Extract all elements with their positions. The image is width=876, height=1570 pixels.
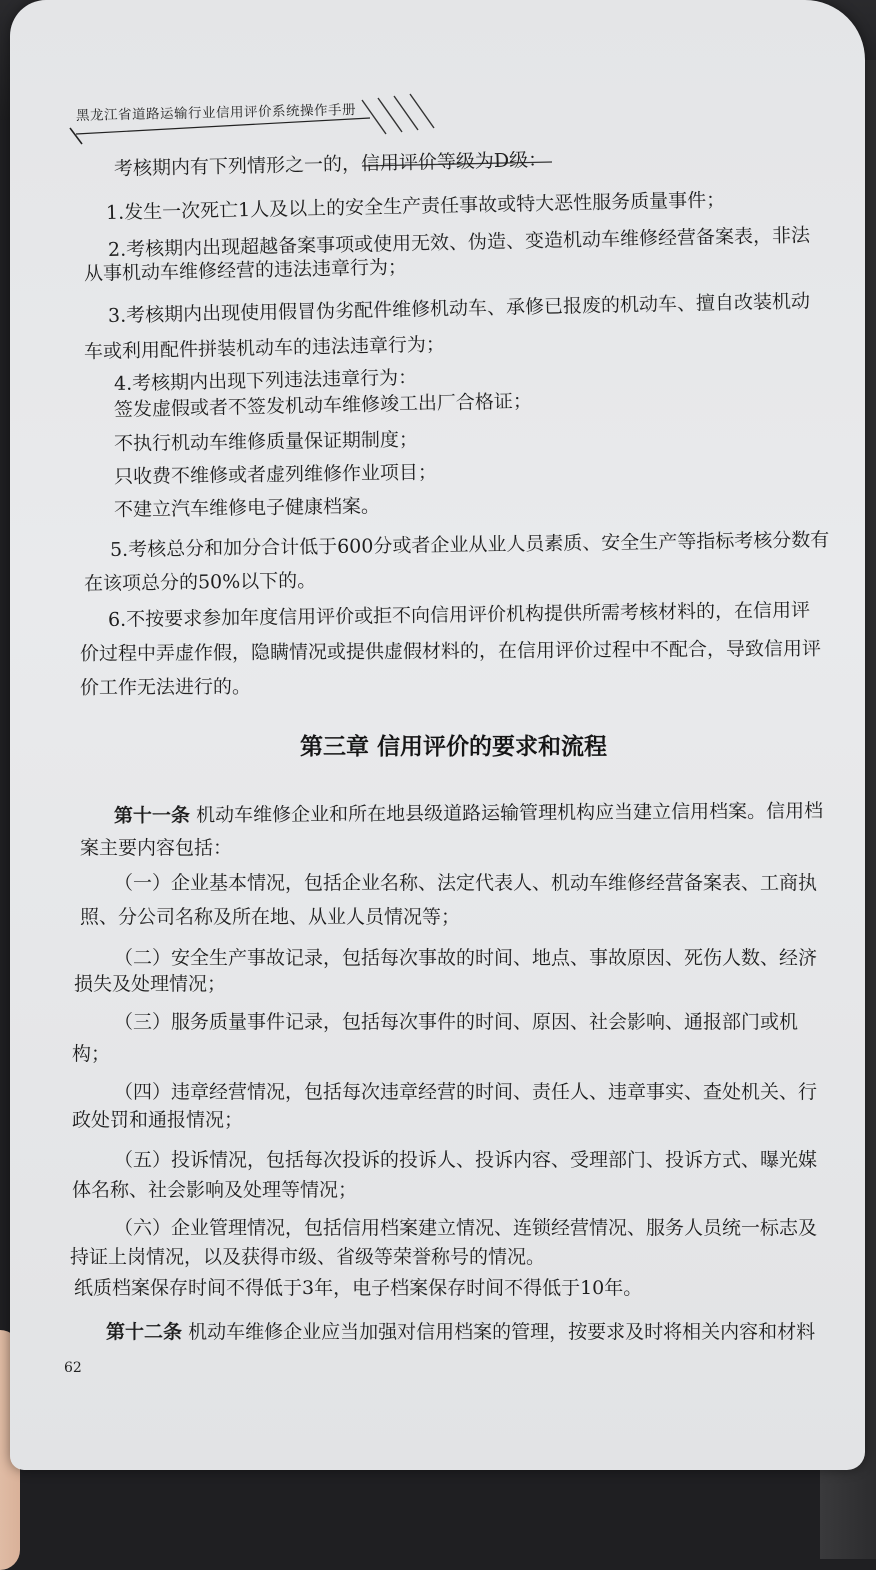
article-12-label: 第十二条 [106, 1321, 183, 1343]
header-decoration [360, 92, 450, 142]
text-line: 损失及处理情况； [74, 973, 227, 995]
text-line: （三）服务质量事件记录，包括每次事件的时间、原因、社会影响、通报部门或机 [114, 1011, 799, 1033]
text-line: 在该项总分的50%以下的。 [83, 569, 317, 595]
text-line: 价过程中弄虚作假，隐瞒情况或提供虚假材料的，在信用评价过程中不配合，导致信用评 [79, 637, 822, 665]
text-line: 持证上岗情况，以及获得市级、省级等荣誉称号的情况。 [70, 1246, 546, 1268]
text-line: 1.发生一次死亡1人及以上的安全生产责任事故或特大恶性服务质量事件； [105, 189, 726, 224]
article-11-first-line [114, 799, 823, 828]
text-line: 考核期内有下列情形之一的，信用评价等级为D级： [113, 148, 548, 180]
text-line: 不执行机动车维修质量保证期制度； [113, 428, 419, 455]
chapter-title: 第三章 信用评价的要求和流程 [300, 733, 608, 760]
text-line: 只收费不维修或者虚列维修作业项目； [113, 461, 438, 488]
text-line: （二）安全生产事故记录，包括每次事故的时间、地点、事故原因、死伤人数、经济 [114, 947, 818, 969]
text-line: 4.考核期内出现下列违法违章行为： [113, 366, 418, 395]
page-number: 62 [64, 1360, 82, 1376]
article-12-first-line [106, 1320, 815, 1344]
book-page [10, 0, 865, 1470]
text-line: 照、分公司名称及所在地、从业人员情况等； [80, 906, 461, 928]
text-line: 3.考核期内出现使用假冒伪劣配件维修机动车、承修已报废的机动车、擅自改装机动 [107, 290, 811, 327]
article-12-text: 机动车维修企业应当加强对信用档案的管理，按要求及时将相关内容和材料 [188, 1321, 816, 1343]
text-line: （一）企业基本情况，包括企业名称、法定代表人、机动车维修经营备案表、工商执 [114, 872, 818, 894]
text-line: 纸质档案保存时间不得低于3年，电子档案保存时间不得低于10年。 [74, 1277, 643, 1299]
text-line: 案主要内容包括： [80, 837, 233, 859]
text-line: 体名称、社会影响及处理等情况； [72, 1179, 358, 1201]
text-line: 签发虚假或者不签发机动车维修竣工出厂合格证； [113, 390, 533, 421]
article-11-label: 第十一条 [113, 804, 191, 827]
text-line: （六）企业管理情况，包括信用档案建立情况、连锁经营情况、服务人员统一标志及 [114, 1217, 818, 1239]
text-line: 价工作无法进行的。 [79, 675, 252, 699]
text-line: （四）违章经营情况，包括每次违章经营的时间、责任人、违章事实、查处机关、行 [114, 1081, 818, 1103]
text-line: 从事机动车维修经营的违法违章行为； [83, 256, 408, 285]
article-11-text: 机动车维修企业和所在地县级道路运输管理机构应当建立信用档案。信用档 [195, 800, 824, 827]
text-line: 6.不按要求参加年度信用评价或拒不向信用评价机构提供所需考核材料的，在信用评 [107, 599, 811, 631]
text-line: 政处罚和通报情况； [72, 1109, 244, 1131]
text-line: 构； [72, 1043, 111, 1065]
text-line: 车或利用配件拼装机动车的违法违章行为； [83, 333, 446, 363]
text-line: 不建立汽车维修电子健康档案。 [113, 495, 381, 521]
text-line: 5.考核总分和加分合计低于600分或者企业从业人员素质、安全生产等指标考核分数有 [109, 528, 830, 561]
text-line: 2.考核期内出现超越备案事项或使用无效、伪造、变造机动车维修经营备案表，非法 [107, 224, 811, 261]
text-line: （五）投诉情况，包括每次投诉的投诉人、投诉内容、受理部门、投诉方式、曝光媒 [114, 1149, 818, 1171]
header-title: 黑龙江省道路运输行业信用评价系统操作手册 [75, 102, 357, 124]
